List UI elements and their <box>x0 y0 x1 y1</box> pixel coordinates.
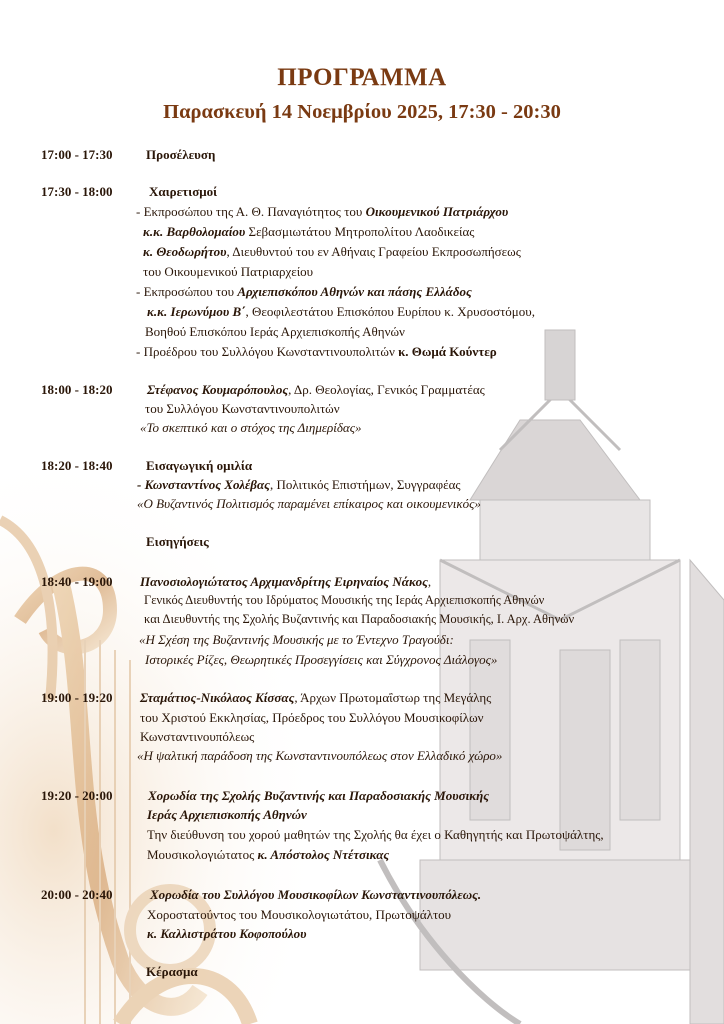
page-title: ΠΡΟΓΡΑΜΜΑ <box>277 64 447 91</box>
talk-title: Ιστορικές Ρίζες, Θεωρητικές Προσεγγίσεις και Σύγχρονος Διάλογος» <box>145 652 498 667</box>
choir-title: Ιεράς Αρχιεπισκοπής Αθηνών <box>147 807 307 822</box>
time-slot-greetings: 17:30 - 18:00 <box>41 184 113 199</box>
time-slot-arrival: 17:00 - 17:30 <box>41 147 113 162</box>
talk-title: «Η ψαλτική παράδοση της Κωνσταντινουπόλεως στον Ελλαδικό χώρο» <box>137 748 503 763</box>
time-slot-kissas: 19:00 - 19:20 <box>41 690 113 705</box>
greetings-line: κ.κ. Βαρθολομαίου Σεβασμιωτάτου Μητροπολίτου Λαοδικείας <box>143 224 475 239</box>
choir-title: Χορωδία του Συλλόγου Μουσικοφίλων Κωνσταντινουπόλεως. <box>150 887 482 902</box>
time-slot-introduction: 18:20 - 18:40 <box>41 458 113 473</box>
talk-title: «Ο Βυζαντινός Πολιτισμός παραμένει επίκαιρος και οικουμενικός» <box>137 496 481 511</box>
speaker-line: - Κωνσταντίνος Χολέβας, Πολιτικός Επιστήμων, Συγγραφέας <box>137 477 461 492</box>
speaker-line: Κωνσταντινουπόλεως <box>140 729 255 744</box>
speaker-line: του Συλλόγου Κωνσταντινουπολιτών <box>145 401 340 416</box>
section-label: Εισηγήσεις <box>146 534 209 549</box>
greetings-line: κ. Θεοδωρήτου, Διευθυντού του εν Αθήναις Γραφείου Εκπροσωπήσεως <box>143 244 521 259</box>
time-slot-nakos: 18:40 - 19:00 <box>41 574 113 589</box>
choir-title: Χορωδία της Σχολής Βυζαντινής και Παραδοσιακής Μουσικής <box>148 788 490 803</box>
time-slot-koumaropoulos: 18:00 - 18:20 <box>41 382 113 397</box>
speaker-line: Στέφανος Κουμαρόπουλος, Δρ. Θεολογίας, Γενικός Γραμματέας <box>147 382 485 397</box>
talk-title: «Το σκεπτικό και ο στόχος της Διημερίδας» <box>140 420 362 435</box>
arrival-title: Προσέλευση <box>146 147 216 162</box>
time-slot-choir-school: 19:20 - 20:00 <box>41 788 113 803</box>
speaker-line: Πανοσιολογιώτατος Αρχιμανδρίτης Ειρηναίος Νάκος, <box>140 574 432 589</box>
speaker-line: Σταμάτιος-Νικόλαος Κίσσας, Άρχων Πρωτομαΐστωρ της Μεγάλης <box>140 690 492 705</box>
time-slot-choir-society: 20:00 - 20:40 <box>41 887 113 902</box>
speaker-line: και Διευθυντής της Σχολής Βυζαντινής και Παραδοσιακής Μουσικής, Ι. Αρχ. Αθηνών <box>144 612 575 626</box>
event-date: Παρασκευή 14 Νοεμβρίου 2025, 17:30 - 20:30 <box>163 101 561 123</box>
choir-line: Χοροστατούντος του Μουσικολογιωτάτου, Πρωτοψάλτου <box>147 907 452 922</box>
greetings-line: κ.κ. Ιερωνύμου Β΄, Θεοφιλεστάτου Επισκόπου Ευρίπου κ. Χρυσοστόμου, <box>147 304 535 319</box>
choir-line: Μουσικολογιώτατος κ. Απόστολος Ντέτσικας <box>147 847 390 862</box>
speaker-line: Γενικός Διευθυντής του Ιδρύματος Μουσικής της Ιεράς Αρχιεπισκοπής Αθηνών <box>144 593 545 607</box>
greetings-line: - Εκπροσώπου του Αρχιεπισκόπου Αθηνών και πάσης Ελλάδος <box>136 284 472 299</box>
greetings-title: Χαιρετισμοί <box>149 184 218 199</box>
greetings-line: - Εκπροσώπου της Α. Θ. Παναγιότητος του Οικουμενικού Πατριάρχου <box>136 204 509 219</box>
greetings-line: - Προέδρου του Συλλόγου Κωνσταντινουπολιτών κ. Θωμά Κούντερ <box>136 344 497 359</box>
introduction-title: Εισαγωγική ομιλία <box>146 458 253 473</box>
speaker-line: του Χριστού Εκκλησίας, Πρόεδρος του Συλλόγου Μουσικοφίλων <box>140 710 484 725</box>
talk-title: «Η Σχέση της Βυζαντινής Μουσικής με το Έντεχνο Τραγούδι: <box>139 632 454 647</box>
choir-line: κ. Καλλιστράτου Κοφοπούλου <box>147 926 307 941</box>
choir-line: Την διεύθυνση του χορού μαθητών της Σχολής θα έχει ο Καθηγητής και Πρωτοψάλτης, <box>147 827 604 842</box>
closing-reception: Κέρασμα <box>146 964 198 979</box>
greetings-line: Βοηθού Επισκόπου Ιεράς Αρχιεπισκοπής Αθηνών <box>145 324 405 339</box>
greetings-line: του Οικουμενικού Πατριαρχείου <box>143 264 314 279</box>
